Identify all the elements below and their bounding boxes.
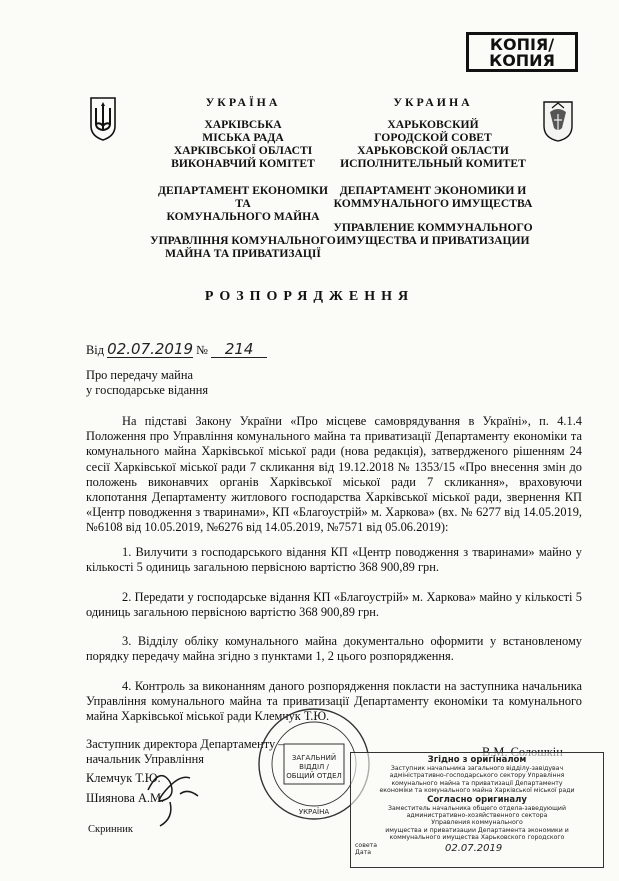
cert-handwritten-date: 02.07.2019 (445, 843, 503, 855)
document-title: РОЗПОРЯДЖЕННЯ (204, 289, 415, 304)
org-ru-line-4: ИСПОЛНИТЕЛЬНЫЙ КОМИТЕТ (340, 157, 526, 170)
item-2-paragraph (86, 590, 582, 620)
seal-line-1: ЗАГАЛЬНИЙ (291, 754, 337, 762)
division-ru-line-2: ИМУЩЕСТВА И ПРИВАТИЗАЦИИ (336, 234, 530, 247)
division-ru-line-1: УПРАВЛЕНИЕ КОММУНАЛЬНОГО (333, 221, 533, 234)
cert-ua-line-3: комунального майна та приватизації Департаменту (391, 779, 563, 787)
header-left (150, 96, 336, 260)
dept-ua-line-1: ДЕПАРТАМЕНТ ЕКОНОМІКИ ТА (158, 184, 328, 210)
org-ru-line-3: ХАРЬКОВСКОЙ ОБЛАСТИ (357, 144, 509, 157)
org-ua-line-3: ХАРКІВСЬКОЇ ОБЛАСТІ (173, 144, 313, 157)
cert-ua-line-1: Заступник начальника загального відділу-завідувач (390, 765, 564, 772)
subject-line-1: Про передачу майна (86, 368, 193, 382)
country-ru: УКРАИНА (393, 95, 473, 109)
subject-line-2: у господарське відання (86, 383, 209, 398)
country-ua: УКРАЇНА (205, 95, 281, 109)
cert-ru-line-2: административно-хозяйственного сектора (406, 812, 548, 820)
cert-council-label: совета (355, 841, 378, 849)
dept-ru-line-1: ДЕПАРТАМЕНТ ЭКОНОМИКИ И (339, 184, 527, 197)
item-1-paragraph (86, 545, 582, 575)
org-ru-line-2: ГОРОДСКОЙ СОВЕТ (374, 131, 492, 144)
signature-scribble-1-icon (140, 760, 210, 830)
number-label: № (196, 343, 209, 357)
cert-ru-title: Согласно оригиналу (427, 794, 527, 805)
copy-stamp-line-1: КОПІЯ/ (489, 35, 555, 54)
certification-stamp (350, 752, 604, 868)
handwritten-number: 214 (211, 342, 267, 358)
signatory-position-line-1: Заступник директора Департаменту – (86, 737, 285, 751)
cert-ru-line-4: имущества и приватизации Департамента экономики и (385, 826, 569, 834)
dept-ua-line-2: КОМУНАЛЬНОГО МАЙНА (166, 210, 320, 223)
org-ru-line-1: ХАРЬКОВСКИЙ (387, 118, 479, 131)
cert-ua-title: Згідно з оригіналом (427, 755, 527, 765)
preamble-text: На підставі Закону України «Про місцеве самоврядування в Україні», п. 4.1.4 Положення про Управління комунального майна та приватизації Департаменту економіки та комунального майна Харківської міської ради (нова редакція), затвердженого рішенням 24 сесії Харківської міської ради 7 скликання від 19.12.2018 № 1353/15 «Про внесення змін до положень виконавчих органів Харківської міської ради 7 скликання», враховуючи клопотання Департаменту житлового господарства Харківської міської ради, звернення КП «Центр поводження з тваринами», КП «Благоустрій» м. Харкова» (вх. № 6277 від 14.05.2019, №6108 від 10.05.2019, №6276 від 14.05.2019, №7571 від 05.06.2019): (86, 414, 582, 535)
org-ua-line-4: ВИКОНАВЧИЙ КОМІТЕТ (171, 157, 315, 170)
item-3-text: 3. Відділу обліку комунального майна документально оформити у встановленому порядку передачу майна згідно з пунктами 1, 2 цього розпорядження. (86, 634, 582, 664)
org-ua-line-2: МІСЬКА РАДА (202, 131, 284, 144)
handwritten-date: 02.07.2019 (107, 340, 194, 358)
cert-ru-line-5: коммунального имущества Харьковского городского (389, 834, 565, 842)
approval-shyianova: Шиянова А.М. (86, 791, 165, 805)
date-line (86, 342, 346, 358)
signatory-position-line-2: начальник Управління (86, 752, 204, 767)
item-2-text: 2. Передати у господарське відання КП «Благоустрій» м. Харкова» майно у кількості 5 одиниць загальною первісною вартістю 368 900,89 грн. (86, 590, 582, 620)
seal-line-3: ОБЩИЙ ОТДЕЛ (286, 772, 342, 780)
kharkiv-coat-of-arms-icon (542, 98, 574, 142)
preamble-paragraph (86, 414, 582, 536)
cert-ua-line-4: економіки та комунального майна Харківської міської ради (379, 787, 575, 795)
division-ua-line-2: МАЙНА ТА ПРИВАТИЗАЦІЇ (165, 247, 321, 260)
dept-ru-line-2: КОММУНАЛЬНОГО ИМУЩЕСТВА (333, 197, 533, 210)
header-right (326, 96, 540, 247)
approval-klemchuk: Клемчук Т.Ю. (86, 771, 161, 785)
item-3-paragraph (86, 634, 582, 664)
item-4-text: 4. Контроль за виконанням даного розпорядження покласти на заступника начальника Управління комунального майна та приватизації Департаменту економіки та комунального майна Харківської міської ради Клемчук Т.Ю. (86, 679, 582, 724)
cert-ru-line-1: Заместитель начальника общего отдела-заведующий (388, 804, 566, 812)
seal-ring-text: УКРАЇНА (298, 808, 330, 816)
copy-stamp (466, 32, 578, 72)
subject (86, 368, 346, 398)
copy-stamp-line-2: КОПИЯ (489, 51, 555, 70)
seal-line-2: ВІДДІЛ / (299, 763, 329, 771)
date-prefix: Від (86, 343, 105, 357)
stitcher-label: Скринник (88, 824, 133, 835)
org-ua-line-1: ХАРКІВСЬКА (204, 118, 282, 131)
division-ua-line-1: УПРАВЛІННЯ КОМУНАЛЬНОГО (150, 234, 336, 247)
cert-ua-line-2: адміністративно-господарського сектору Управління (389, 772, 565, 780)
trident-emblem-icon (88, 96, 118, 142)
cert-date-label: Дата (355, 849, 372, 857)
cert-ru-line-3: Управления коммунального (431, 819, 523, 827)
item-1-text: 1. Вилучити з господарського відання КП «Центр поводження з тваринами» майно у кількості 5 одиниць загальною первісною вартістю 368 900,89 грн. (86, 545, 582, 575)
